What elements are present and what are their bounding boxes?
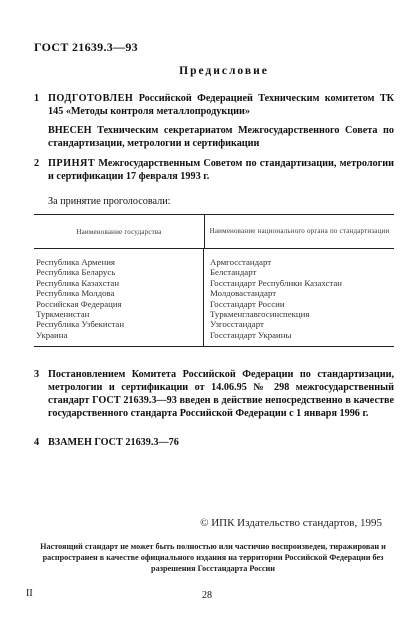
item-text: Постановлением Комитета Российской Федерации по стандартизации, метрологии и сертификации от 14.06.95 № 298 межгосударственный стандарт ГОСТ 21639.3—93 введен в действие непосредственно в качестве государственного стандарта Российской Федерации с 1 января 1996 г.	[48, 369, 394, 419]
table-row: Республика Узбекистан	[36, 319, 125, 330]
voting-table	[34, 214, 394, 347]
table-row: Республика Беларусь	[36, 267, 116, 278]
preface-item-submitted	[48, 124, 394, 150]
copyright: © ИПК Издательство стандартов, 1995	[200, 517, 382, 529]
item-number: 3	[34, 369, 40, 380]
item-text: ВЗАМЕН ГОСТ 21639.3—76	[48, 437, 179, 448]
table-col-states	[34, 249, 204, 346]
table-row: Узгосстандарт	[210, 319, 264, 330]
item-number: 4	[34, 437, 40, 448]
roman-page-number: II	[26, 588, 33, 599]
table-row: Республика Молдова	[36, 288, 115, 299]
preface-title: Предисловие	[179, 65, 269, 77]
table-row: Украина	[36, 329, 68, 340]
table-row: Белстандарт	[210, 267, 257, 278]
table-row: Молдовастандарт	[210, 288, 277, 299]
page-number: 28	[202, 590, 212, 601]
item-number: 1	[34, 93, 40, 104]
item-text: Техническим секретариатом Межгосударственного Совета по стандартизации, метрологии и сертификации	[48, 125, 394, 149]
table-row: Республика Армения	[36, 257, 115, 267]
table-header-state: Наименование государства	[34, 215, 205, 248]
item-text: Российской Федерацией Техническим комитетом ТК 145 «Методы контроля металлопродукции»	[48, 93, 395, 117]
approved-label: За принятие проголосовали:	[48, 196, 171, 207]
standard-number: ГОСТ 21639.3—93	[34, 40, 138, 54]
table-row: Туркменистан	[36, 309, 90, 320]
item-keyword: ПРИНЯТ	[48, 158, 96, 169]
table-header-body: Наименование национального органа по стандартизации	[209, 227, 390, 235]
table-row: Госстандарт Республики Казахстан	[210, 277, 342, 288]
preface-item-2	[34, 157, 394, 183]
table-body	[34, 249, 394, 346]
table-col-bodies	[204, 257, 394, 340]
table-row: Госстандарт России	[210, 298, 285, 309]
preface-item-4	[34, 436, 394, 449]
table-row: Туркменглавгосинспекция	[210, 309, 310, 320]
reproduction-notice: Настоящий стандарт не может быть полностью или частично воспроизведен, тиражирован и распространен в качестве официального издания на территории Российской Федерации без разрешения Госстандарта России	[40, 542, 386, 573]
item-keyword: ПОДГОТОВЛЕН	[48, 93, 134, 104]
table-row: Российская Федерация	[36, 298, 122, 309]
item-keyword: ВНЕСЕН	[48, 125, 92, 136]
table-row: Госстандарт Украины	[210, 329, 292, 340]
item-text: Межгосударственным Советом по стандартизации, метрологии и сертификации 17 февраля 1993 г.	[48, 158, 394, 182]
item-number: 2	[34, 158, 40, 169]
table-header	[34, 215, 394, 249]
preface-item-3	[34, 368, 394, 420]
preface-item-1	[34, 92, 394, 118]
table-row: Республика Казахстан	[36, 277, 120, 288]
table-row: Армгосстандарт	[210, 257, 272, 267]
